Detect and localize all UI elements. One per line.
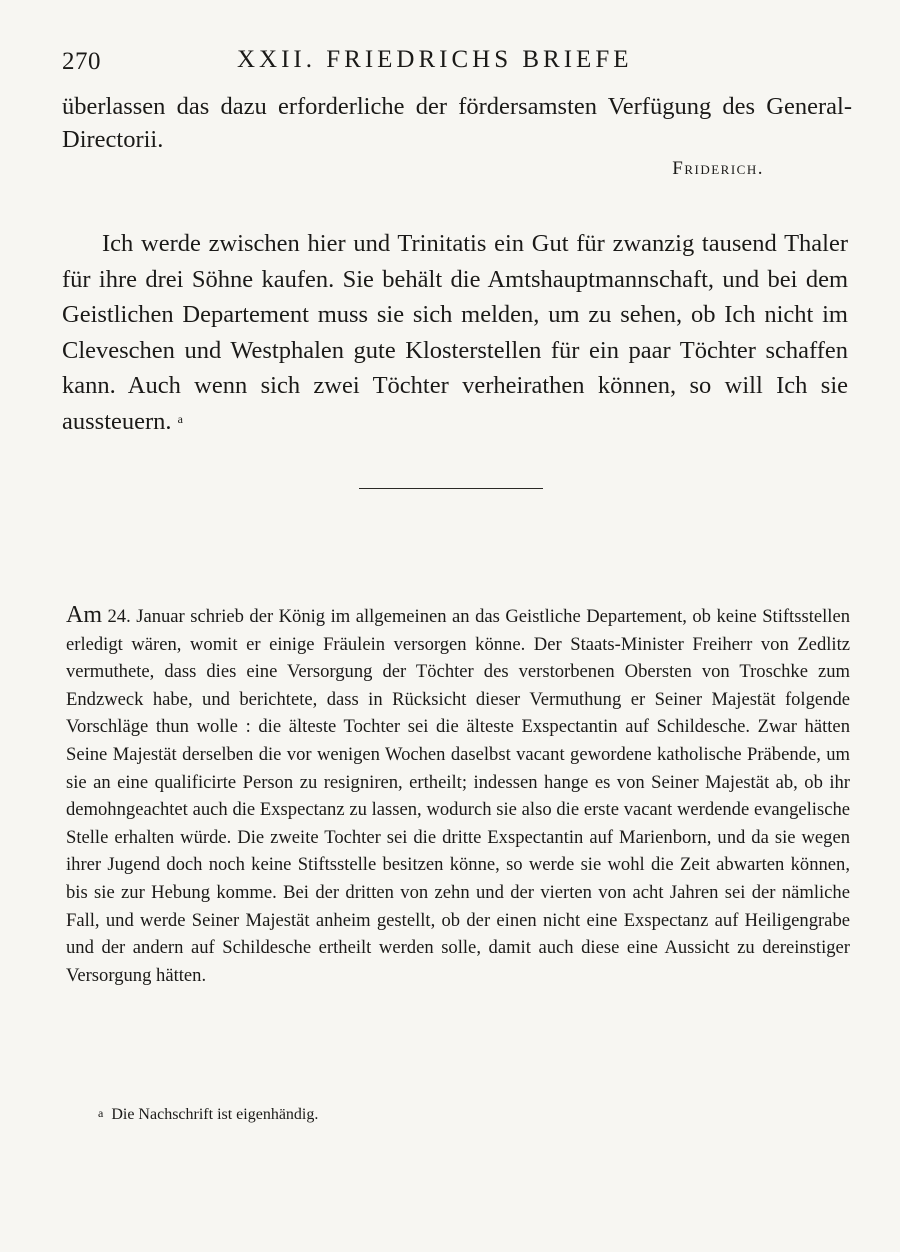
editorial-commentary	[66, 602, 850, 989]
footnote	[98, 1106, 318, 1124]
postscript-footnote-marker: a	[177, 411, 183, 426]
page-number: 270	[62, 48, 101, 75]
footnote-marker: a	[98, 1106, 104, 1120]
letter-continuation: überlassen das dazu erforderliche der fördersamsten Verfügung des General-Directorii.	[62, 93, 852, 153]
commentary-text: 24. Januar schrieb der König im allgemeinen an das Geistliche Departement, ob keine Stiftsstellen erledigt wären, womit er einige Fräulein versorgen könne. Der Staats-Minister Freiherr von Zedlitz vermuthete, dass dies eine Versorgung der Töchter des verstorbenen Obersten von Troschke zum Endzweck habe, und berichtete, dass in Rücksicht dieser Vermuthung er Seiner Majestät folgende Vorschläge thun wolle : die älteste Tochter sei die älteste Exspectantin auf Schildesche. Zwar hätten Seine Majestät derselben die vor wenigen Wochen daselbst vacant gewordene katholische Präbende, um sie an eine qualificirte Person zu resigniren, ertheilt; indessen hange es von Seiner Majestät ab, ob ihr demohngeachtet auch die Exspectanz zu lassen, wodurch sie also die erste vacant werdende evangelische Stelle erhalten würde. Die zweite Tochter sei die dritte Exspectantin auf Marienborn, und da sie wegen ihrer Jugend doch noch keine Stiftsstelle besitzen könne, so werde sie wohl die Zeit abwarten können, bis sie zur Hebung komme. Bei der dritten von zehn und der vierten von acht Jahren sei der nämliche Fall, und werde Seiner Majestät anheim gestellt, ob der einen nicht eine Exspectanz auf Heiligengrabe und der andern auf Schildesche ertheilt werden solle, damit auch diese eine Aussicht zu dereinstiger Versorgung hätten.	[66, 606, 850, 986]
section-divider	[359, 488, 543, 489]
letter-signature: Friderich.	[672, 158, 764, 179]
postscript-text: Ich werde zwischen hier und Trinitatis ein Gut für zwanzig tausend Thaler für ihre drei Söhne kaufen. Sie behält die Amtshauptmannschaft, und bei dem Geistlichen Departement muss sie sich melden, um zu sehen, ob Ich nicht im Cleveschen und Westphalen gute Klosterstellen für ein paar Töchter schaffen kann. Auch wenn sich zwei Töchter verheirathen können, so will Ich sie aussteuern.	[62, 230, 848, 435]
page-header	[62, 44, 852, 78]
postscript-paragraph	[62, 226, 848, 439]
running-head: XXII. FRIEDRICHS BRIEFE	[237, 46, 633, 73]
commentary-initial-word: Am	[66, 602, 102, 628]
footnote-text: Die Nachschrift ist eigenhändig.	[111, 1106, 319, 1123]
